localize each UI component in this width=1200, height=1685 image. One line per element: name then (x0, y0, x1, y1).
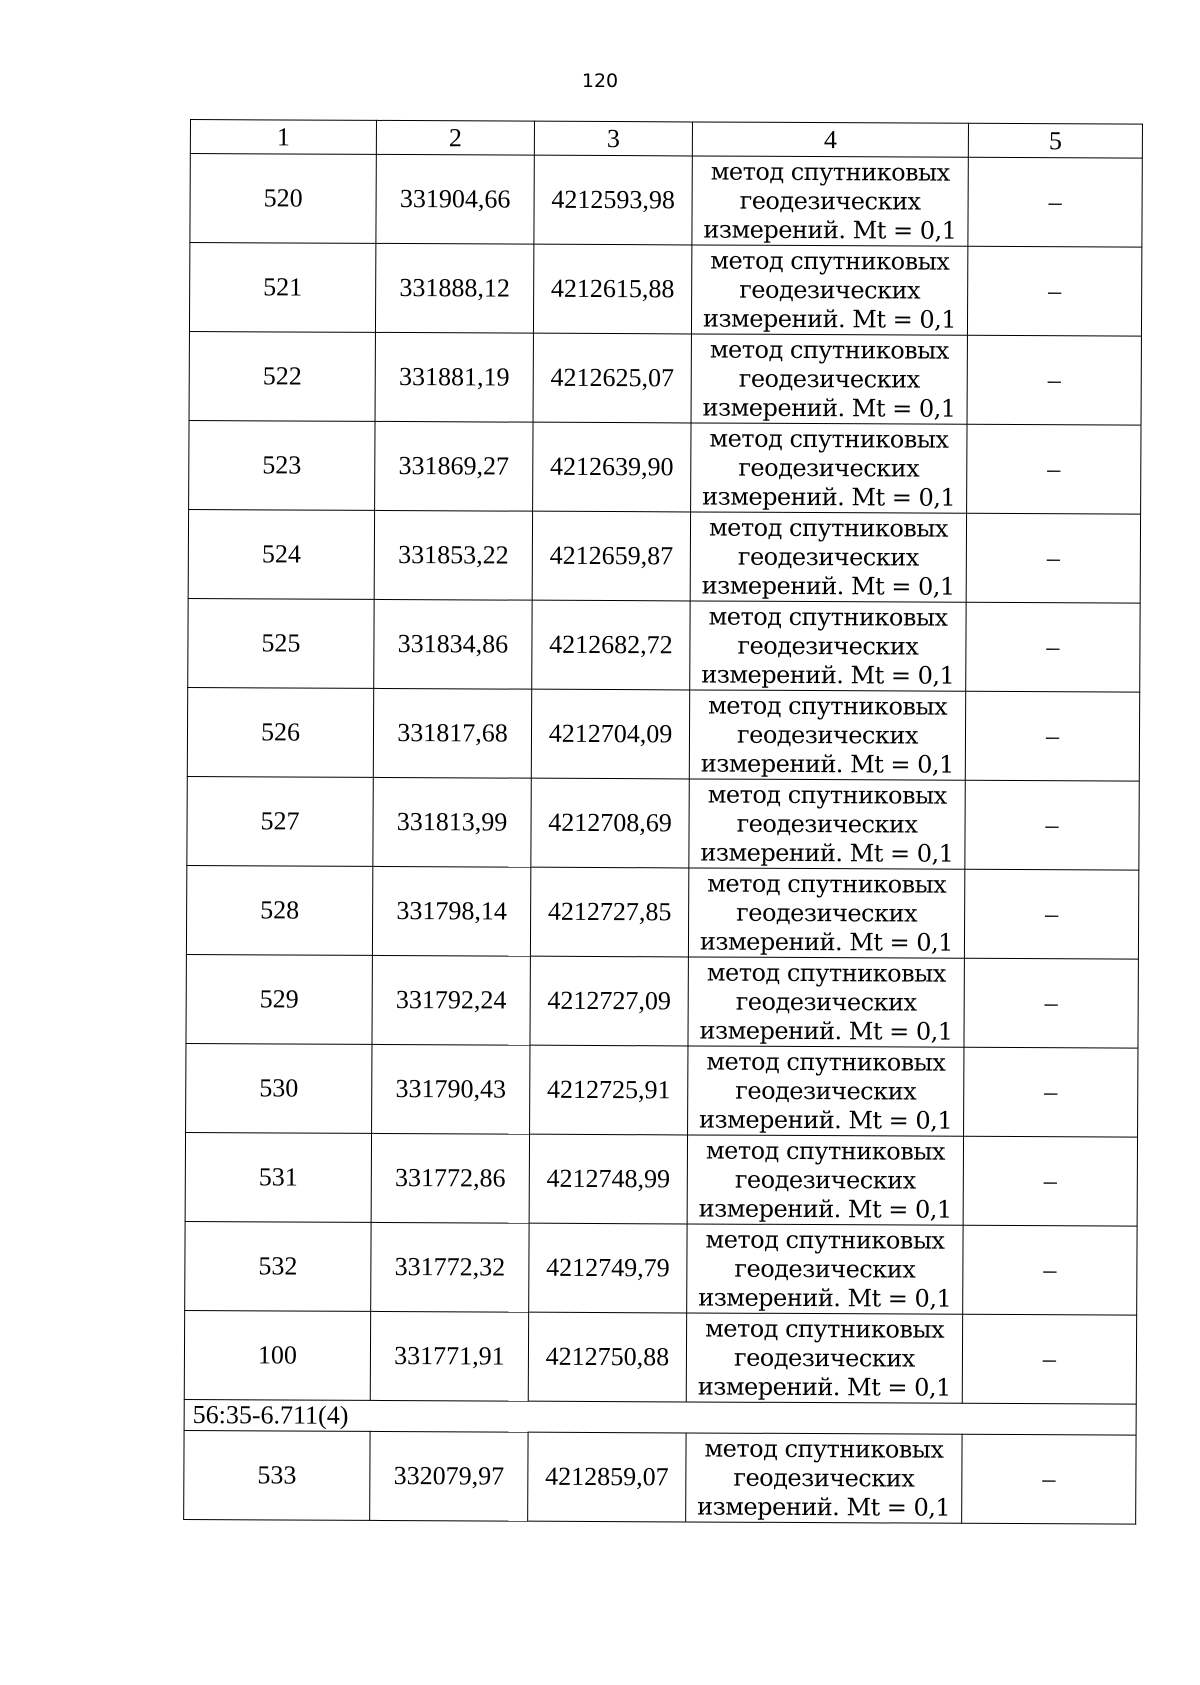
y-coordinate-cell: 4212593,98 (534, 155, 692, 245)
note-cell: – (964, 1047, 1138, 1137)
page-number: 120 (581, 70, 619, 92)
method-cell (688, 1046, 964, 1136)
method-line: измерений. Mt = 0,1 (702, 393, 956, 423)
y-coordinate-cell: 4212682,72 (532, 600, 690, 690)
note-cell: – (967, 246, 1141, 336)
method-cell (686, 1313, 962, 1403)
y-coordinate-cell: 4212639,90 (533, 422, 691, 512)
point-cell: 531 (185, 1132, 371, 1222)
method-cell (690, 601, 966, 691)
method-line: метод спутниковых (705, 1225, 945, 1255)
method-line: метод спутниковых (709, 335, 949, 365)
note-cell: – (962, 1434, 1136, 1524)
point-cell: 100 (184, 1310, 370, 1400)
method-line: измерений. Mt = 0,1 (698, 1282, 952, 1313)
y-coordinate-cell: 4212749,79 (529, 1223, 687, 1313)
point-cell: 521 (189, 243, 375, 333)
method-cell (688, 868, 964, 958)
x-coordinate-cell: 331771,91 (370, 1311, 528, 1401)
point-cell: 523 (189, 420, 375, 510)
method-line: метод спутниковых (707, 780, 947, 810)
method-line: измерений. Mt = 0,1 (697, 1371, 951, 1402)
note-cell: – (964, 958, 1138, 1048)
method-line: метод спутниковых (708, 513, 949, 543)
method-line: метод спутниковых (706, 1047, 946, 1077)
point-cell: 520 (190, 154, 376, 244)
method-cell (691, 423, 967, 513)
column-header: 2 (376, 120, 534, 155)
method-line: измерений. Mt = 0,1 (697, 1491, 951, 1522)
method-line: метод спутниковых (705, 1314, 945, 1344)
method-cell (692, 156, 968, 246)
table-row (190, 154, 1142, 248)
x-coordinate-cell: 332079,97 (370, 1431, 528, 1521)
note-cell: – (967, 424, 1141, 514)
method-line: измерений. Mt = 0,1 (699, 927, 954, 957)
column-header: 3 (534, 121, 692, 156)
x-coordinate-cell: 331888,12 (375, 243, 533, 333)
table-body (184, 154, 1143, 1525)
section-label: 56:35-6.711(4) (184, 1399, 1136, 1435)
table-row (185, 1132, 1137, 1226)
x-coordinate-cell: 331869,27 (375, 421, 533, 511)
x-coordinate-cell: 331834,86 (374, 599, 532, 689)
table-row (185, 1221, 1137, 1315)
table-row (189, 420, 1141, 514)
point-cell: 522 (189, 331, 375, 421)
column-header: 4 (692, 122, 968, 157)
method-line: геодезических (737, 631, 919, 661)
y-coordinate-cell: 4212727,85 (530, 867, 688, 957)
y-coordinate-cell: 4212750,88 (528, 1312, 686, 1402)
method-line: геодезических (737, 542, 919, 572)
method-line: измерений. Mt = 0,1 (701, 571, 955, 601)
table-row (189, 331, 1141, 425)
method-cell (687, 1135, 963, 1225)
table-header-row (190, 120, 1142, 159)
table-row (188, 598, 1140, 692)
method-line: геодезических (734, 1254, 916, 1284)
x-coordinate-cell: 331792,24 (372, 955, 530, 1045)
table-row (186, 865, 1138, 959)
point-cell: 528 (186, 865, 372, 955)
note-cell: – (963, 1225, 1137, 1315)
method-line: геодезических (738, 453, 920, 483)
method-cell (690, 512, 966, 602)
x-coordinate-cell: 331853,22 (374, 510, 532, 600)
method-line: геодезических (735, 1076, 917, 1106)
note-cell: – (963, 1136, 1137, 1226)
method-line: геодезических (738, 364, 920, 394)
y-coordinate-cell: 4212625,07 (533, 333, 691, 423)
point-cell: 530 (186, 1043, 372, 1133)
x-coordinate-cell: 331798,14 (372, 866, 530, 956)
x-coordinate-cell: 331904,66 (376, 154, 534, 244)
method-line: метод спутниковых (706, 958, 946, 988)
table-row (187, 687, 1139, 781)
method-line: метод спутниковых (708, 691, 948, 721)
method-line: метод спутниковых (709, 424, 949, 454)
x-coordinate-cell: 331772,32 (371, 1222, 529, 1312)
x-coordinate-cell: 331813,99 (373, 777, 531, 867)
method-line: геодезических (733, 1343, 915, 1373)
y-coordinate-cell: 4212704,09 (531, 689, 689, 779)
x-coordinate-cell: 331817,68 (373, 688, 531, 778)
y-coordinate-cell: 4212727,09 (530, 956, 688, 1046)
method-line: геодезических (733, 1463, 915, 1493)
note-cell: – (967, 335, 1141, 425)
method-line: измерений. Mt = 0,1 (701, 660, 955, 690)
method-cell (691, 334, 967, 424)
method-line: геодезических (734, 1165, 916, 1195)
method-cell (687, 1224, 963, 1314)
method-line: метод спутниковых (705, 1136, 946, 1166)
method-line: измерений. Mt = 0,1 (700, 749, 954, 779)
method-line: измерений. Mt = 0,1 (698, 1193, 952, 1224)
note-cell: – (968, 157, 1142, 247)
point-cell: 525 (188, 598, 374, 688)
table-row (188, 509, 1140, 603)
table-row (184, 1430, 1136, 1524)
method-line: геодезических (736, 898, 918, 928)
x-coordinate-cell: 331790,43 (372, 1044, 530, 1134)
method-line: метод спутниковых (708, 602, 948, 632)
column-header: 1 (190, 120, 376, 155)
point-cell: 526 (187, 687, 373, 777)
method-line: геодезических (739, 275, 921, 305)
y-coordinate-cell: 4212659,87 (532, 511, 690, 601)
method-cell (689, 690, 965, 780)
y-coordinate-cell: 4212725,91 (530, 1045, 688, 1135)
column-header: 5 (968, 123, 1142, 158)
method-line: метод спутниковых (710, 246, 950, 276)
note-cell: – (962, 1314, 1136, 1404)
method-line: геодезических (737, 720, 918, 750)
x-coordinate-cell: 331881,19 (375, 332, 533, 422)
table-row (186, 1043, 1138, 1137)
section-row (184, 1399, 1136, 1435)
method-line: геодезических (735, 987, 917, 1017)
y-coordinate-cell: 4212859,07 (528, 1432, 686, 1522)
table-row (187, 776, 1139, 870)
coordinates-table (183, 119, 1143, 1525)
x-coordinate-cell: 331772,86 (371, 1133, 529, 1223)
point-cell: 529 (186, 954, 372, 1044)
point-cell: 533 (184, 1430, 370, 1520)
table-row (189, 243, 1141, 337)
note-cell: – (966, 513, 1140, 603)
method-line: измерений. Mt = 0,1 (699, 1016, 953, 1046)
note-cell: – (965, 780, 1139, 870)
point-cell: 527 (187, 776, 373, 866)
method-line: измерений. Mt = 0,1 (700, 838, 954, 868)
table-row (184, 1310, 1136, 1404)
method-line: измерений. Mt = 0,1 (702, 482, 956, 512)
point-cell: 524 (188, 509, 374, 599)
method-cell (686, 1433, 962, 1523)
y-coordinate-cell: 4212615,88 (533, 244, 691, 334)
note-cell: – (965, 691, 1139, 781)
method-line: измерений. Mt = 0,1 (703, 215, 957, 245)
y-coordinate-cell: 4212708,69 (531, 778, 689, 868)
method-line: метод спутниковых (707, 869, 947, 899)
method-line: измерений. Mt = 0,1 (702, 304, 957, 334)
note-cell: – (966, 602, 1140, 692)
method-line: геодезических (739, 186, 921, 216)
method-line: геодезических (736, 809, 918, 839)
note-cell: – (964, 869, 1138, 959)
method-line: метод спутниковых (704, 1434, 944, 1464)
point-cell: 532 (185, 1221, 371, 1311)
table-row (186, 954, 1138, 1048)
method-cell (688, 957, 964, 1047)
method-line: измерений. Mt = 0,1 (699, 1105, 953, 1135)
method-cell (691, 245, 967, 335)
method-cell (689, 779, 965, 869)
method-line: метод спутниковых (710, 157, 950, 187)
y-coordinate-cell: 4212748,99 (529, 1134, 687, 1224)
